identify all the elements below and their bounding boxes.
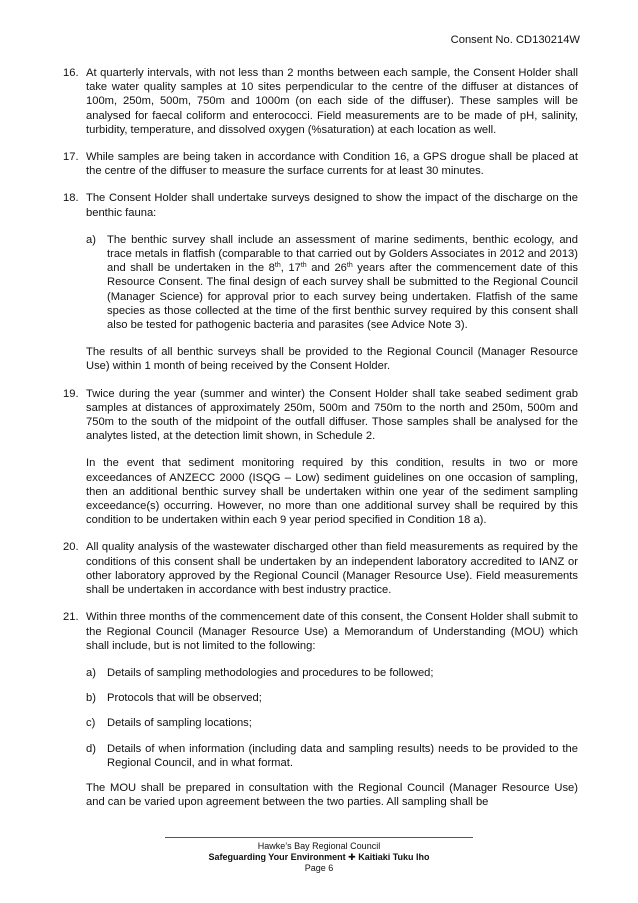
condition-number: 20. — [63, 541, 79, 554]
condition-21 — [63, 610, 578, 809]
footer-org: Hawke’s Bay Regional Council — [257, 841, 381, 851]
condition-text: The Consent Holder shall undertake surveys designed to show the impact of the discharge on the benthic fauna: — [86, 192, 578, 219]
list-item: d) Details of when information (including data and sampling results) needs to be provided to the Regional Council, and in what format. — [86, 742, 578, 769]
page-footer — [165, 837, 473, 874]
cross-icon: ✚ — [348, 852, 356, 862]
condition-number: 21. — [63, 611, 79, 624]
document-body — [63, 66, 578, 822]
sub-clause-letter: a) — [86, 233, 96, 246]
list-item: a) Details of sampling methodologies and procedures to be followed; — [86, 666, 434, 679]
condition-text: Within three months of the commencement date of this consent, the Consent Holder shall submit to the Regional Council (Manager Resource Use) a Memorandum of Understanding (MOU) which shall include, but is not limited to the following: — [86, 611, 578, 652]
condition-20 — [63, 540, 578, 597]
page-number: Page 6 — [304, 863, 334, 873]
condition-17 — [63, 150, 578, 178]
sub-clause-text: The benthic survey shall include an assessment of marine sediments, benthic ecology, and trace metals in flatfish (comparable to that carried out by Golders Associates in 2012 and 2013) and shall be undertaken in the 8th, 17th and 26th years after the commencement date of this Resource Consent. The final design of each survey shall be submitted to the Regional Council (Manager Science) for approval prior to each survey being undertaken. Flatfish of the same species as those collected at the time of the first benthic survey required by this consent shall also be tested for pathogenic bacteria and parasites (see Advice Note 3). — [107, 233, 578, 332]
condition-text: While samples are being taken in accordance with Condition 16, a GPS drogue shall be placed at the centre of the diffuser to measure the surface currents for at least 30 minutes. — [86, 151, 578, 178]
list-item: c) Details of sampling locations; — [86, 717, 252, 730]
condition-follow-text: In the event that sediment monitoring required by this condition, results in two or more exceedances of ANZECC 2000 (ISQG – Low) sediment guidelines on one occasion of sampling, then an additional benthic survey shall be undertaken within one year of the sediment sampling exceedance(s) occurring. However, no more than one additional survey shall be required by this condition to be undertaken within each 9 year period specified in Condition 18 a). — [86, 457, 578, 527]
consent-number: Consent No. CD130214W — [450, 34, 580, 46]
condition-number: 19. — [63, 387, 79, 400]
condition-19 — [63, 387, 578, 528]
condition-18 — [63, 191, 578, 373]
condition-number: 16. — [63, 67, 79, 79]
condition-number: 18. — [63, 192, 79, 205]
condition-16 — [63, 66, 578, 137]
footer-tagline: Safeguarding Your Environment ✚ Kaitiaki Tuku Iho — [208, 852, 430, 862]
sub-clause-a — [86, 233, 578, 332]
list-item: b) Protocols that will be observed; — [86, 692, 262, 705]
condition-text: Twice during the year (summer and winter) the Consent Holder shall take seabed sediment grab samples at distances of approximately 250m, 500m and 750m to the north and 250m, 500m and 750m to the south of the midpoint of the outfall diffuser. Those samples shall be analysed for the analytes listed, at the detection limit shown, in Schedule 2. — [86, 387, 578, 443]
condition-follow-text: The results of all benthic surveys shall be provided to the Regional Council (Manager Resource Use) within 1 month of being received by the Consent Holder. — [86, 346, 578, 373]
condition-follow-text: The MOU shall be prepared in consultation with the Regional Council (Manager Resource Use) and can be varied upon agreement between the two parties. All sampling shall be — [86, 781, 578, 809]
condition-number: 17. — [63, 151, 79, 164]
condition-text: At quarterly intervals, with not less than 2 months between each sample, the Consent Holder shall take water quality samples at 10 sites perpendicular to the centre of the diffuser at distances of 100m, 250m, 500m, 750m and 1000m (on each side of the diffuser). These samples will be analysed for faecal coliform and enterococci. Field measurements are to be made of pH, salinity, turbidity, temperature, and dissolved oxygen (%saturation) at each location as well. — [86, 67, 578, 136]
condition-text: All quality analysis of the wastewater discharged other than field measurements as required by the conditions of this consent shall be undertaken by an independent laboratory accredited to IANZ or other laboratory approved by the Regional Council (Manager Resource Use). Field measurements shall be undertaken in accordance with best industry practice. — [86, 541, 578, 597]
